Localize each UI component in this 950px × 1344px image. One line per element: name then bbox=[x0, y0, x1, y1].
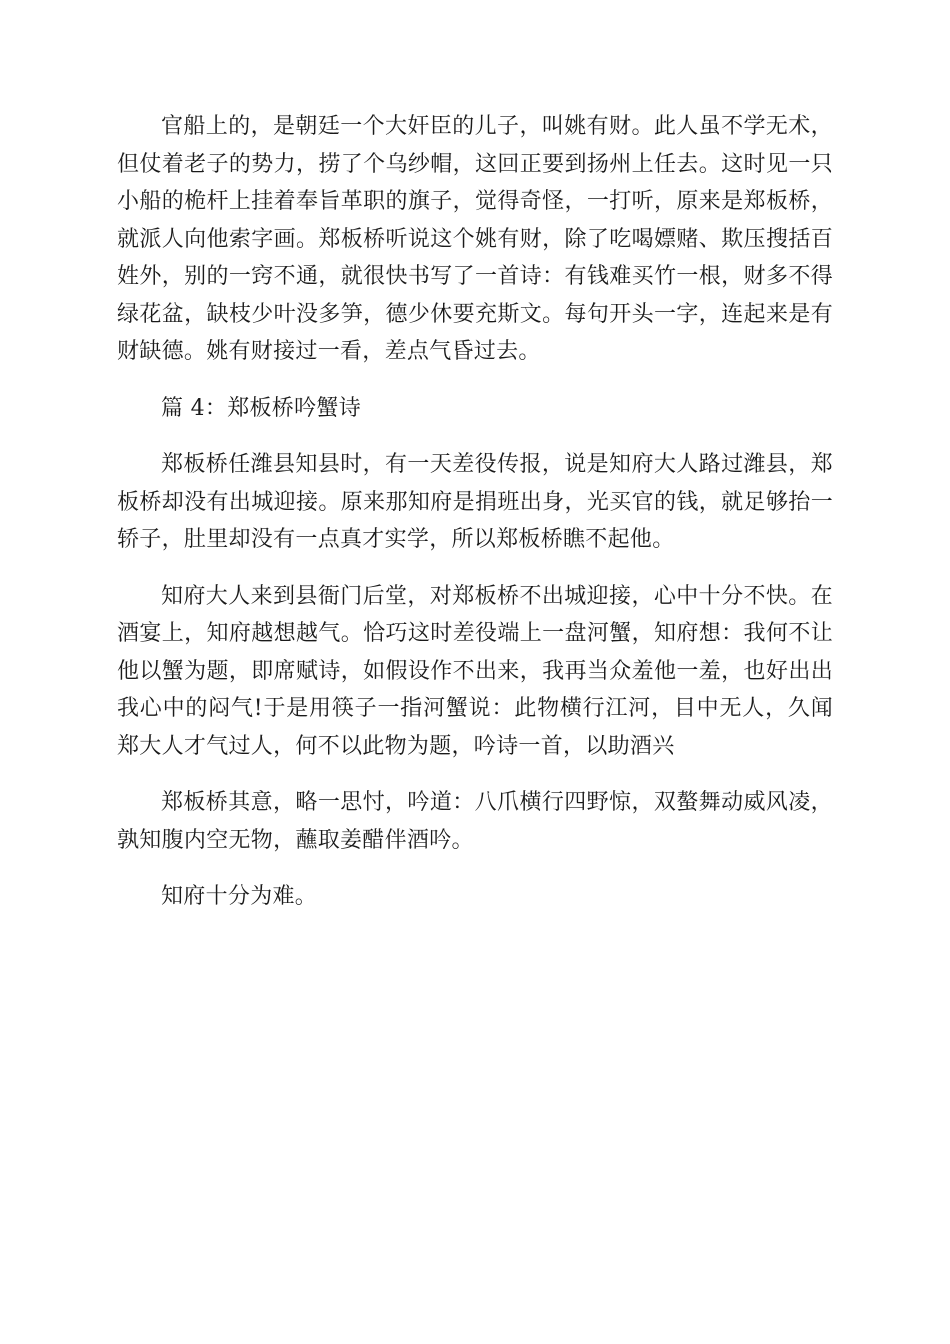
paragraph-crab-poem: 郑板桥其意，略一思忖，吟道：八爪横行四野惊，双螯舞动威风凌，孰知腹内空无物，蘸取姜醋伴酒吟。 bbox=[117, 790, 833, 853]
document-page bbox=[117, 108, 833, 916]
paragraph-official-boat: 官船上的，是朝廷一个大奸臣的儿子，叫姚有财。此人虽不学无术，但仗着老子的势力，捞了个乌纱帽，这回正要到扬州上任去。这时见一只小船的桅杆上挂着奉旨革职的旗子，觉得奇怪，一打听，原来是郑板桥，就派人向他索字画。郑板桥听说这个姚有财，除了吃喝嫖赌、欺压搜括百姓外，别的一窍不通，就很快书写了一首诗：有钱难买竹一根，财多不得绿花盆，缺枝少叶没多笋，德少休要充斯文。每句开头一字，连起来是有财缺德。姚有财接过一看，差点气昏过去。 bbox=[117, 114, 833, 364]
section-heading-crab-poem: 篇 4：郑板桥吟蟹诗 bbox=[161, 395, 361, 421]
paragraph-banquet: 知府大人来到县衙门后堂，对郑板桥不出城迎接，心中十分不快。在酒宴上，知府越想越气。恰巧这时差役端上一盘河蟹，知府想：我何不让他以蟹为题，即席赋诗，如假设作不出来，我再当众羞他一羞，也好出出我心中的闷气!于是用筷子一指河蟹说：此物横行江河，目中无人，久闻郑大人才气过人，何不以此物为题，吟诗一首，以助酒兴 bbox=[117, 583, 833, 759]
paragraph-prefect-embarrassed: 知府十分为难。 bbox=[161, 884, 318, 909]
paragraph-weixian-magistrate: 郑板桥任潍县知县时，有一天差役传报，说是知府大人路过潍县，郑板桥却没有出城迎接。原来那知府是捐班出身，光买官的钱，就足够抬一轿子，肚里却没有一点真才实学，所以郑板桥瞧不起他。 bbox=[117, 452, 833, 552]
